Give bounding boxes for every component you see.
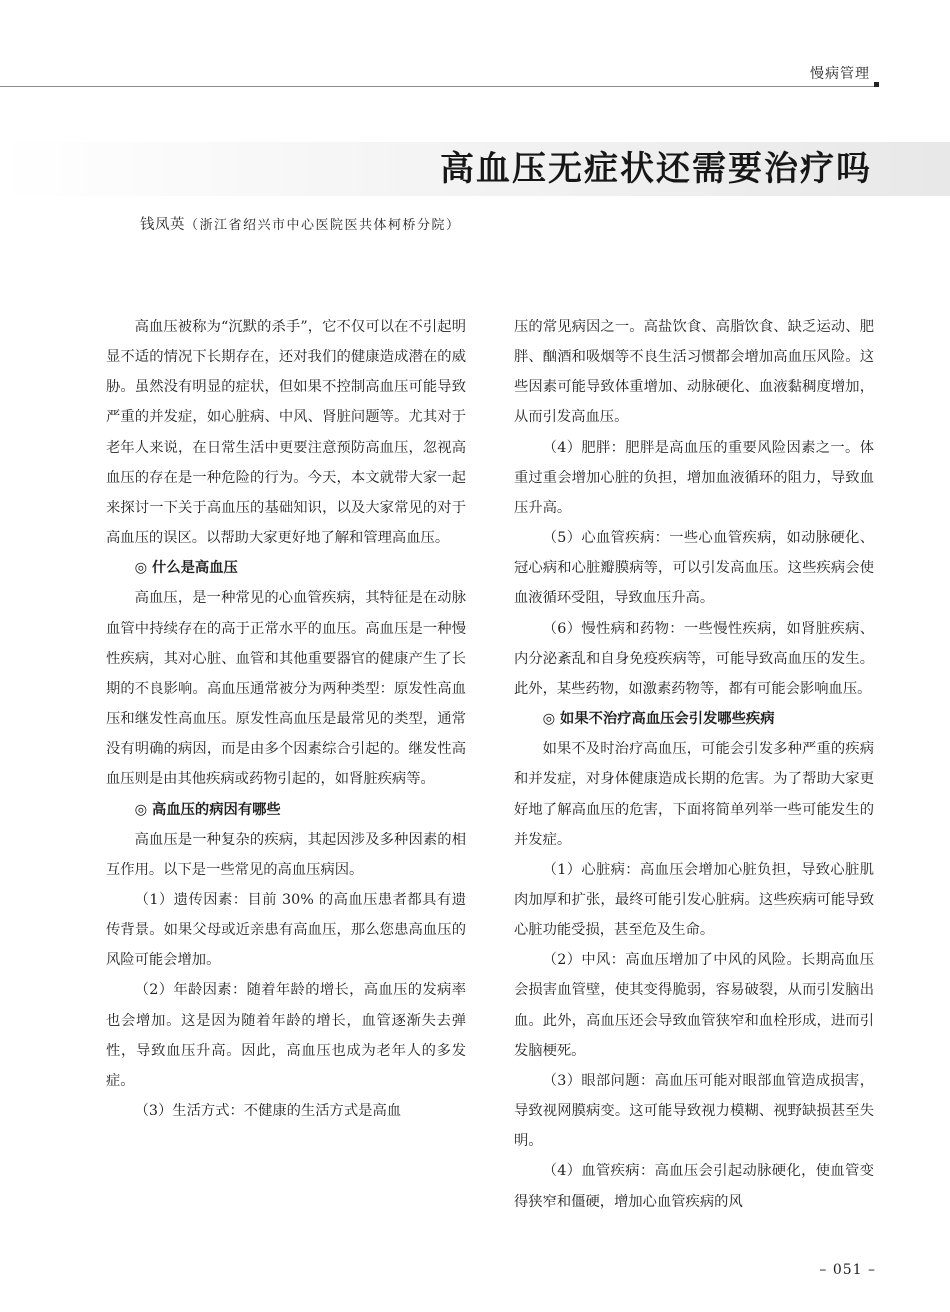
paragraph-intro: 高血压被称为“沉默的杀手”，它不仅可以在不引起明显不适的情况下长期存在，还对我们的健康造成潜在的威胁。虽然没有明显的症状，但如果不控制高血压可能导致严重的并发症，如心脏病、中风、肾脏问题等。尤其对于老年人来说，在日常生活中更要注意预防高血压，忽视高血压的存在是一种危险的行为。今天，本文就带大家一起来探讨一下关于高血压的基础知识，以及大家常见的对于高血压的误区。以帮助大家更好地了解和管理高血压。: [106, 319, 466, 547]
page-number: – 051 –: [819, 1262, 876, 1278]
author-affiliation: （浙江省绍兴市中心医院医共体柯桥分院）: [185, 218, 461, 233]
paragraph-disease-vascular: （4）血管疾病：高血压会引起动脉硬化，使血管变得狭窄和僵硬，增加心血管疾病的风: [514, 1163, 874, 1210]
paragraph-cause-obesity: （4）肥胖：肥胖是高血压的重要风险因素之一。体重过重会增加心脏的负担，增加血液循环的阻力，导致血压升高。: [514, 439, 874, 516]
paragraph-disease-stroke: （2）中风：高血压增加了中风的风险。长期高血压会损害血管壁，使其变得脆弱，容易破裂，从而引发脑出血。此外，高血压还会导致血管狭窄和血栓形成，进而引发脑梗死。: [514, 952, 874, 1059]
right-column: [514, 312, 874, 1217]
section-label: 慢病管理: [810, 66, 870, 82]
author-line: [140, 213, 461, 234]
author-name: 钱凤英: [140, 217, 185, 233]
paragraph-disease-eye: （3）眼部问题：高血压可能对眼部血管造成损害，导致视网膜病变。这可能导致视力模糊、视野缺损甚至失明。: [514, 1072, 874, 1150]
paragraph-cause-cardiovascular: （5）心血管疾病：一些心血管疾病，如动脉硬化、冠心病和心脏瓣膜病等，可以引发高血压。这些疾病会使血液循环受阻，导致血压升高。: [514, 530, 874, 607]
paragraph-cause-age: （2）年龄因素：随着年龄的增长，高血压的发病率也会增加。这是因为随着年龄的增长，血管逐渐失去弹性，导致血压升高。因此，高血压也成为老年人的多发症。: [106, 982, 466, 1089]
left-column: [106, 312, 466, 1126]
paragraph-cause-lifestyle: （3）生活方式：不健康的生活方式是高血: [134, 1103, 402, 1120]
paragraph-causes-intro: 高血压是一种复杂的疾病，其起因涉及多种因素的相互作用。以下是一些常见的高血压病因。: [106, 831, 466, 878]
paragraph-cause-genetic: （1）遗传因素：目前 30% 的高血压患者都具有遗传背景。如果父母或近亲患有高血压，那么您患高血压的风险可能会增加。: [106, 891, 466, 969]
paragraph-disease-heart: （1）心脏病：高血压会增加心脏负担，导致心脏肌肉加厚和扩张，最终可能引发心脏病。这些疾病可能导致心脏功能受损，甚至危及生命。: [514, 861, 874, 939]
paragraph-definition: 高血压，是一种常见的心血管疾病，其特征是在动脉血管中持续存在的高于正常水平的血压。高血压是一种慢性疾病，其对心脏、血管和其他重要器官的健康产生了长期的不良影响。高血压通常被分为两种类型：原发性高血压和继发性高血压。原发性高血压是最常见的类型，通常没有明确的病因，而是由多个因素综合引起的。继发性高血压则是由其他疾病或药物引起的，如肾脏疾病等。: [106, 590, 466, 788]
paragraph-untreated-intro: 如果不及时治疗高血压，可能会引发多种严重的疾病和并发症，对身体健康造成长期的危害。为了帮助大家更好地了解高血压的危害，下面将简单列举一些可能发生的并发症。: [514, 741, 874, 848]
header-rule: [0, 86, 878, 87]
heading-what-is-hypertension: ◎ 什么是高血压: [134, 560, 238, 577]
paragraph-cause-chronic: （6）慢性病和药物：一些慢性疾病，如肾脏疾病、内分泌紊乱和自身免疫疾病等，可能导致高血压的发生。此外，某些药物，如激素药物等，都有可能会影响血压。: [514, 620, 874, 697]
heading-causes: ◎ 高血压的病因有哪些: [134, 801, 281, 818]
paragraph-cause-lifestyle-cont: 压的常见病因之一。高盐饮食、高脂饮食、缺乏运动、肥胖、酗酒和吸烟等不良生活习惯都会增加高血压风险。这些因素可能导致体重增加、动脉硬化、血液黏稠度增加，从而引发高血压。: [514, 319, 874, 426]
section-marker: [874, 82, 879, 87]
heading-untreated-consequences: ◎ 如果不治疗高血压会引发哪些疾病: [542, 711, 775, 728]
article-title: 高血压无症状还需要治疗吗: [440, 149, 872, 189]
